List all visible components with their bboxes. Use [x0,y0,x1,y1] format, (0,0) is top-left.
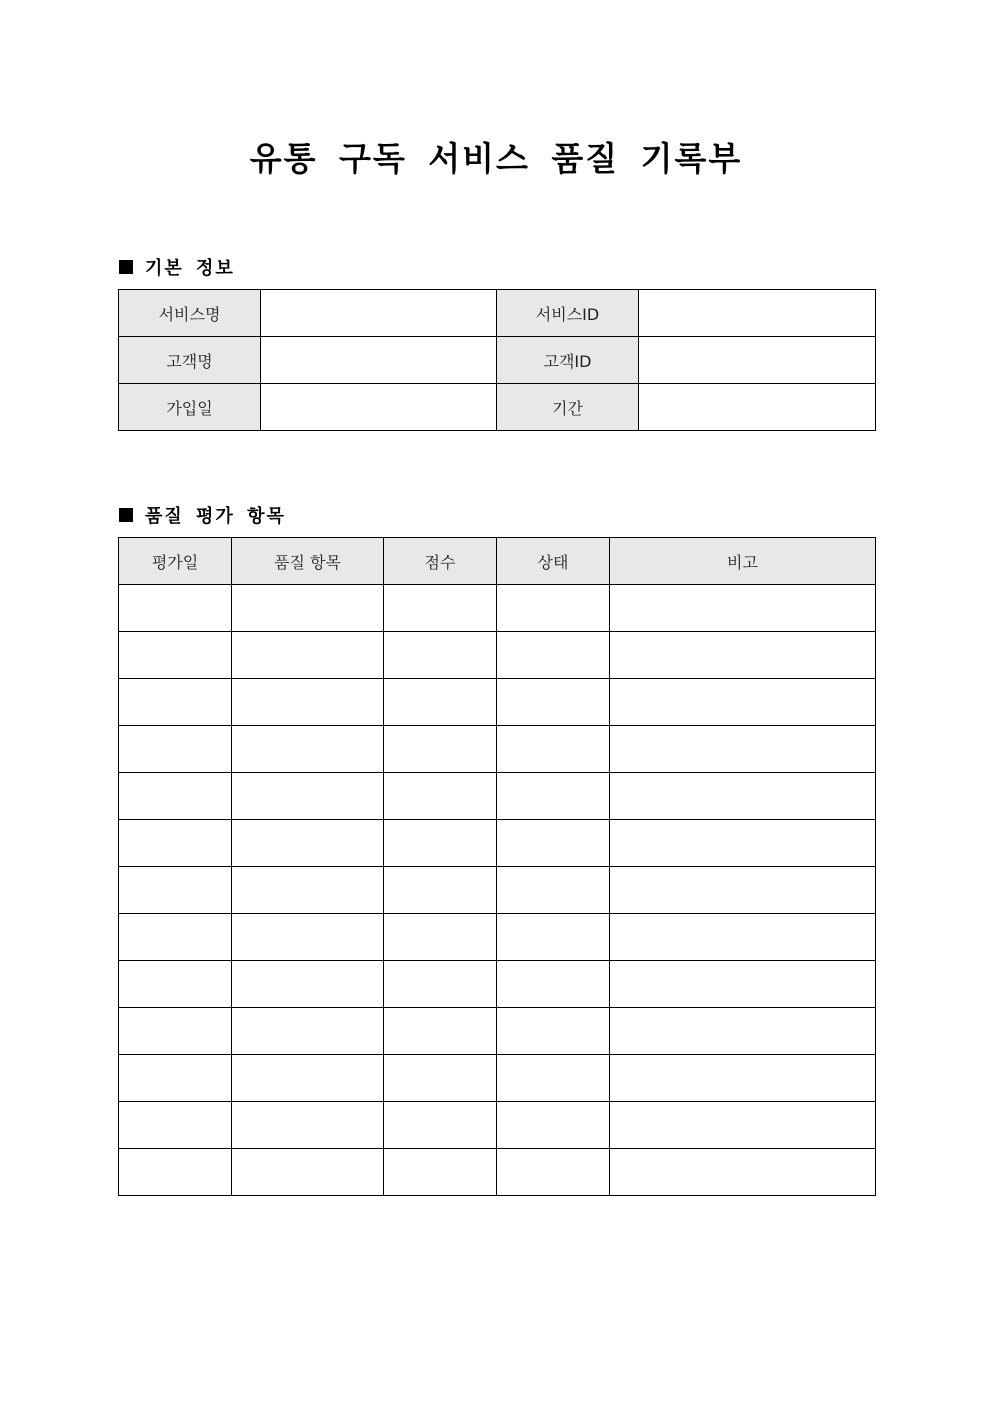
table-row [119,1149,876,1196]
section-heading-text: 품질 평가 항목 [145,506,286,527]
table-cell-input[interactable] [610,726,876,773]
table-cell-input[interactable] [119,820,232,867]
table-cell-input[interactable] [384,961,497,1008]
column-header: 상태 [497,538,610,585]
table-cell-input[interactable] [610,1102,876,1149]
table-cell-input[interactable] [610,773,876,820]
table-cell-input[interactable] [232,1102,384,1149]
table-cell-input[interactable] [232,632,384,679]
table-cell-input[interactable] [384,585,497,632]
table-row [119,820,876,867]
table-cell-input[interactable] [232,773,384,820]
table-row [119,585,876,632]
table-cell-input[interactable] [119,773,232,820]
field-value-input[interactable] [261,290,497,337]
info-row [119,290,876,337]
table-cell-input[interactable] [232,820,384,867]
table-cell-input[interactable] [232,1008,384,1055]
table-cell-input[interactable] [232,679,384,726]
table-cell-input[interactable] [119,1102,232,1149]
table-cell-input[interactable] [610,1055,876,1102]
table-cell-input[interactable] [497,961,610,1008]
table-row [119,914,876,961]
table-cell-input[interactable] [497,1102,610,1149]
table-cell-input[interactable] [384,726,497,773]
field-label: 고객명 [119,337,261,384]
table-row [119,1055,876,1102]
section-heading-basic-info [119,254,235,280]
table-cell-input[interactable] [384,679,497,726]
table-cell-input[interactable] [232,1055,384,1102]
table-cell-input[interactable] [384,914,497,961]
table-cell-input[interactable] [610,961,876,1008]
column-header: 평가일 [119,538,232,585]
table-cell-input[interactable] [384,773,497,820]
table-cell-input[interactable] [384,1055,497,1102]
table-cell-input[interactable] [384,867,497,914]
table-row [119,1102,876,1149]
section-heading-text: 기본 정보 [145,258,235,279]
table-cell-input[interactable] [497,585,610,632]
field-label: 기간 [497,384,639,431]
info-row [119,337,876,384]
column-header: 비고 [610,538,876,585]
table-cell-input[interactable] [610,820,876,867]
table-cell-input[interactable] [232,914,384,961]
table-cell-input[interactable] [232,726,384,773]
table-cell-input[interactable] [119,867,232,914]
table-cell-input[interactable] [497,632,610,679]
field-label: 가입일 [119,384,261,431]
table-cell-input[interactable] [497,867,610,914]
table-row [119,1008,876,1055]
column-header: 점수 [384,538,497,585]
table-cell-input[interactable] [610,867,876,914]
info-row [119,384,876,431]
table-cell-input[interactable] [119,914,232,961]
table-cell-input[interactable] [119,585,232,632]
table-cell-input[interactable] [232,585,384,632]
quality-eval-table [118,537,876,1196]
table-row [119,726,876,773]
table-cell-input[interactable] [232,867,384,914]
table-cell-input[interactable] [384,1102,497,1149]
table-cell-input[interactable] [610,679,876,726]
square-bullet-icon [119,260,133,274]
field-label: 고객ID [497,337,639,384]
section-heading-quality-eval [119,502,286,528]
table-row [119,773,876,820]
table-cell-input[interactable] [610,914,876,961]
table-row [119,632,876,679]
table-row [119,679,876,726]
field-value-input[interactable] [261,384,497,431]
table-cell-input[interactable] [497,820,610,867]
table-cell-input[interactable] [497,726,610,773]
table-row [119,961,876,1008]
table-cell-input[interactable] [497,1149,610,1196]
field-label: 서비스명 [119,290,261,337]
table-cell-input[interactable] [232,1149,384,1196]
table-cell-input[interactable] [497,1008,610,1055]
basic-info-table [118,289,876,431]
table-cell-input[interactable] [384,820,497,867]
square-bullet-icon [119,508,133,522]
table-cell-input[interactable] [384,1149,497,1196]
table-row [119,867,876,914]
table-cell-input[interactable] [384,1008,497,1055]
table-cell-input[interactable] [119,632,232,679]
table-cell-input[interactable] [119,1055,232,1102]
table-cell-input[interactable] [610,1149,876,1196]
field-value-input[interactable] [639,290,876,337]
table-cell-input[interactable] [610,632,876,679]
table-cell-input[interactable] [119,961,232,1008]
document-title: 유통 구독 서비스 품질 기록부 [249,139,743,178]
table-cell-input[interactable] [497,914,610,961]
table-header-row [119,538,876,585]
field-label: 서비스ID [497,290,639,337]
table-cell-input[interactable] [384,632,497,679]
field-value-input[interactable] [261,337,497,384]
table-cell-input[interactable] [119,1149,232,1196]
column-header: 품질 항목 [232,538,384,585]
table-cell-input[interactable] [497,773,610,820]
table-cell-input[interactable] [497,1055,610,1102]
table-cell-input[interactable] [232,961,384,1008]
table-cell-input[interactable] [610,1008,876,1055]
table-cell-input[interactable] [610,585,876,632]
table-cell-input[interactable] [119,1008,232,1055]
table-cell-input[interactable] [119,679,232,726]
field-value-input[interactable] [639,384,876,431]
table-cell-input[interactable] [119,726,232,773]
table-cell-input[interactable] [497,679,610,726]
field-value-input[interactable] [639,337,876,384]
